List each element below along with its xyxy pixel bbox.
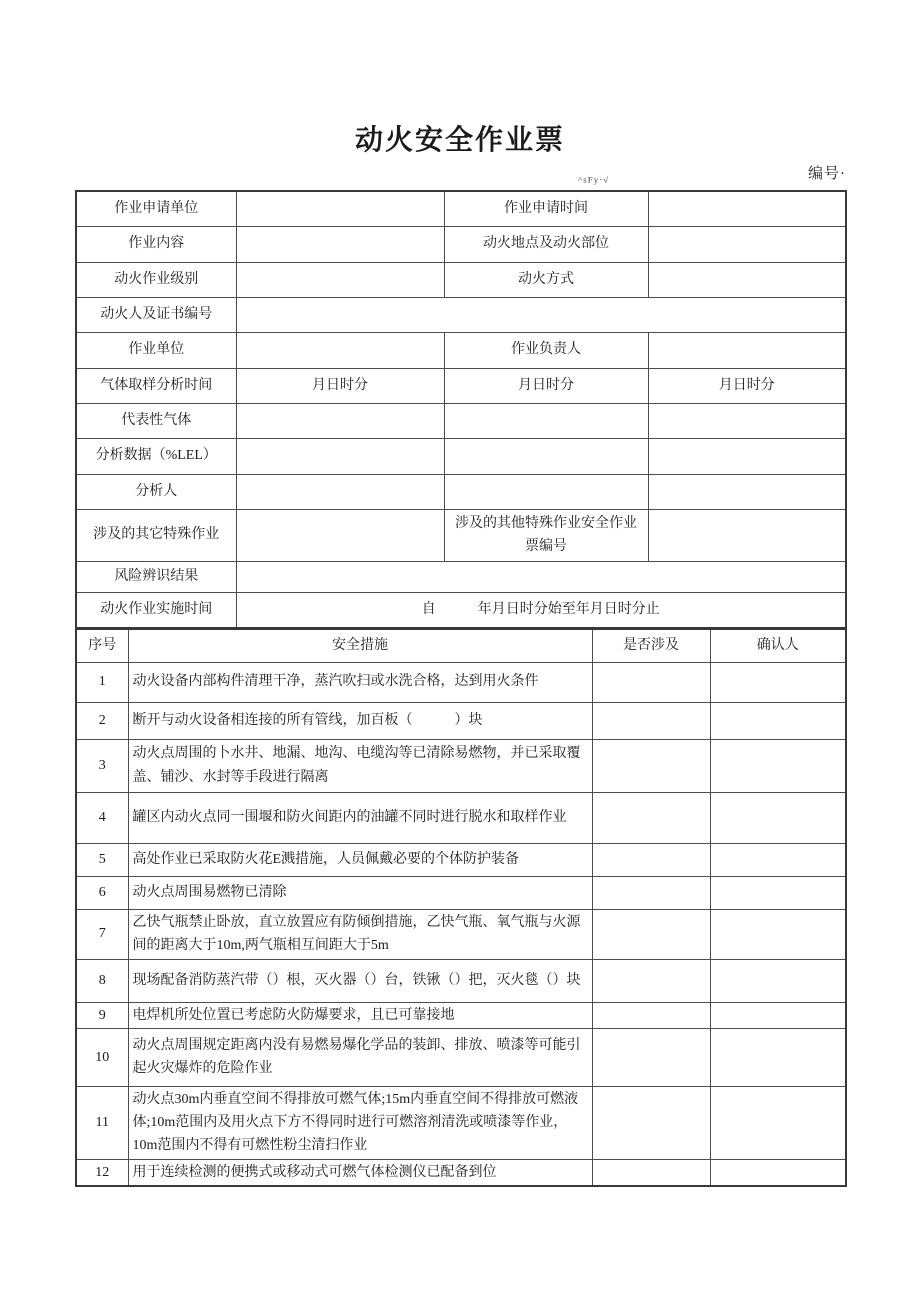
involved-cell (592, 1028, 710, 1086)
involved-cell (592, 1086, 710, 1159)
field-value: 月日时分 (648, 368, 846, 403)
measure-row (76, 702, 846, 739)
confirmer-cell (710, 662, 846, 702)
info-row (76, 438, 846, 474)
info-row (76, 509, 846, 561)
confirmer-cell (710, 876, 846, 909)
field-value (236, 332, 444, 368)
field-label: 作业负责人 (444, 332, 648, 368)
field-value (648, 226, 846, 262)
measure-row (76, 1002, 846, 1028)
field-value: 月日时分 (236, 368, 444, 403)
measure-seq: 3 (76, 739, 128, 792)
measure-seq: 10 (76, 1028, 128, 1086)
seq-header: 序号 (76, 629, 128, 662)
field-label: 涉及的其他特殊作业安全作业票编号 (444, 509, 648, 561)
field-value (648, 403, 846, 438)
document-number-label: 编号· (808, 166, 846, 182)
involved-cell (592, 876, 710, 909)
info-row (76, 474, 846, 509)
involved-cell (592, 662, 710, 702)
field-value (648, 438, 846, 474)
involved-cell (592, 1002, 710, 1028)
field-value: 自 年月日时分始至年月日时分止 (236, 592, 846, 628)
measure-row (76, 662, 846, 702)
measure-row (76, 1086, 846, 1159)
info-row (76, 226, 846, 262)
measure-text: 动火点30m内垂直空间不得排放可燃气体;15m内垂直空间不得排放可燃液体;10m范围内及用火点下方不得同时进行可燃溶剂清洗或喷漆等作业，10m范围内不得有可燃性粉尘清扫作业 (128, 1086, 592, 1159)
measure-seq: 1 (76, 662, 128, 702)
info-row (76, 592, 846, 628)
field-label: 分析人 (76, 474, 236, 509)
confirmer-cell (710, 843, 846, 876)
field-value (236, 474, 444, 509)
info-row (76, 561, 846, 592)
measure-text: 罐区内动火点同一围堰和防火间距内的油罐不同时进行脱水和取样作业 (128, 792, 592, 843)
measure-text: 动火设备内部构件清理干净，蒸汽吹扫或水洗合格，达到用火条件 (128, 662, 592, 702)
field-value (236, 226, 444, 262)
measure-seq: 5 (76, 843, 128, 876)
info-row (76, 297, 846, 332)
measure-row (76, 909, 846, 959)
confirmer-cell (710, 909, 846, 959)
measure-row (76, 1159, 846, 1186)
measure-seq: 11 (76, 1086, 128, 1159)
measure-row (76, 843, 846, 876)
involved-cell (592, 909, 710, 959)
field-value (236, 262, 444, 297)
field-value (444, 474, 648, 509)
field-value (648, 191, 846, 226)
measure-seq: 12 (76, 1159, 128, 1186)
info-row (76, 368, 846, 403)
involved-cell (592, 739, 710, 792)
field-value (236, 403, 444, 438)
field-value (648, 474, 846, 509)
measure-seq: 2 (76, 702, 128, 739)
involved-cell (592, 1159, 710, 1186)
confirmer-cell (710, 959, 846, 1002)
field-label: 气体取样分析时间 (76, 368, 236, 403)
measure-header: 安全措施 (128, 629, 592, 662)
measure-text: 乙快气瓶禁止卧放，直立放置应有防倾倒措施，乙快气瓶、氧气瓶与火源间的距离大于10m,两气瓶相互间距大于5m (128, 909, 592, 959)
involved-cell (592, 959, 710, 1002)
measure-seq: 7 (76, 909, 128, 959)
measure-text: 动火点周围易燃物已清除 (128, 876, 592, 909)
involved-header: 是否涉及 (592, 629, 710, 662)
field-value (236, 191, 444, 226)
measure-text: 用于连续检测的便携式或移动式可燃气体检测仪已配备到位 (128, 1159, 592, 1186)
field-label: 作业申请时间 (444, 191, 648, 226)
info-row (76, 262, 846, 297)
info-table (75, 190, 847, 629)
measure-row (76, 792, 846, 843)
measure-row (76, 739, 846, 792)
confirmer-header: 确认人 (710, 629, 846, 662)
info-row (76, 332, 846, 368)
measure-row (76, 1028, 846, 1086)
field-label: 作业单位 (76, 332, 236, 368)
field-label: 动火作业实施时间 (76, 592, 236, 628)
measure-seq: 6 (76, 876, 128, 909)
field-label: 涉及的其它特殊作业 (76, 509, 236, 561)
confirmer-cell (710, 1002, 846, 1028)
field-value (236, 509, 444, 561)
measures-table (75, 628, 847, 1187)
field-label: 代表性气体 (76, 403, 236, 438)
field-label: 分析数据（%LEL） (76, 438, 236, 474)
involved-cell (592, 792, 710, 843)
field-value (648, 262, 846, 297)
field-label: 动火作业级别 (76, 262, 236, 297)
confirmer-cell (710, 1028, 846, 1086)
measure-text: 动火点周围的卜水井、地漏、地沟、电缆沟等已清除易燃物，并已采取覆盖、铺沙、水封等手段进行隔离 (128, 739, 592, 792)
involved-cell (592, 702, 710, 739)
measure-seq: 9 (76, 1002, 128, 1028)
measure-row (76, 876, 846, 909)
confirmer-cell (710, 1159, 846, 1186)
field-label: 动火方式 (444, 262, 648, 297)
field-value: 月日时分 (444, 368, 648, 403)
field-label: 作业申请单位 (76, 191, 236, 226)
field-value (236, 297, 846, 332)
field-value (444, 403, 648, 438)
field-value (236, 561, 846, 592)
scan-artifact-text: ^sFy·√ (578, 175, 610, 185)
measures-header-row (76, 629, 846, 662)
confirmer-cell (710, 1086, 846, 1159)
measure-text: 高处作业已采取防火花E溅措施，人员佩戴必要的个体防护装备 (128, 843, 592, 876)
measure-seq: 8 (76, 959, 128, 1002)
form-tables (75, 190, 845, 1187)
field-value (648, 332, 846, 368)
confirmer-cell (710, 702, 846, 739)
field-value (444, 438, 648, 474)
info-row (76, 191, 846, 226)
confirmer-cell (710, 792, 846, 843)
field-label: 动火地点及动火部位 (444, 226, 648, 262)
measure-row (76, 959, 846, 1002)
field-label: 风险辨识结果 (76, 561, 236, 592)
field-label: 动火人及证书编号 (76, 297, 236, 332)
field-value (236, 438, 444, 474)
measure-text: 现场配备消防蒸汽带（）根，灭火器（）台，铁锹（）把，灭火毯（）块 (128, 959, 592, 1002)
field-label: 作业内容 (76, 226, 236, 262)
measure-text: 动火点周围规定距离内没有易燃易爆化学品的装卸、排放、喷漆等可能引起火灾爆炸的危险作业 (128, 1028, 592, 1086)
measure-text: 电焊机所处位置已考虑防火防爆要求，且已可靠接地 (128, 1002, 592, 1028)
confirmer-cell (710, 739, 846, 792)
field-value (648, 509, 846, 561)
involved-cell (592, 843, 710, 876)
measure-text: 断开与动火设备相连接的所有管线，加百板（ ）块 (128, 702, 592, 739)
page-title: 动火安全作业票 (354, 124, 565, 155)
info-row (76, 403, 846, 438)
measure-seq: 4 (76, 792, 128, 843)
